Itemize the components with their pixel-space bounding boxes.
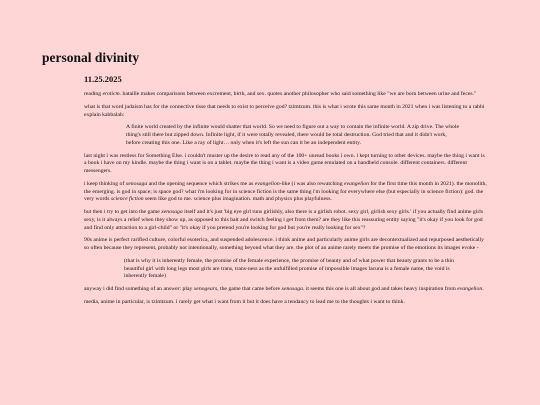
text: anyway i did find something of an answer: play [84, 286, 194, 293]
site-title[interactable]: personal divinity [42, 50, 140, 65]
show-title: evangelion [343, 180, 369, 187]
text: itself and it's just 'big eye girl runs girlishly, also there is a girlish robot. sexy girl, girlish sexy girls.' if you actually find anime girls sexy, is it always a relief when they show up, as opposed to this bait and switch feeling i get from them? are they like this reassuring entity saying "it's okay if you look for god and find only attraction to a girl-child" or "it's okay if you pretend you're looking for god but you're really looking for sex"? [84, 209, 484, 231]
game-title: xenosaga [281, 286, 303, 293]
text: reading [84, 91, 103, 98]
text: . bataille makes comparisons between excrement, birth, and sex. quotes another philosopher who said something like "we are born between urine and feces." [119, 91, 477, 98]
quote-text: A finite world created by the infinite would shatter that world. So we need to figure out a way to contain the infinite world. A zip drive. The whole thing's still there but zipped down. Infinite light, if it were totally revealed, there would be total destruction. God tried that and it didn't work, before creating this one. Like a ray of light… only when it's left the sun can it be an independent entity. [126, 124, 460, 146]
paragraph [84, 91, 488, 99]
text: i keep thinking of [84, 180, 126, 187]
text: -like (i was also rewatching [279, 180, 344, 187]
quote-text: (that is why it is inherently female, the promise of the female experience, the promise of beauty and of what power that beauty grants to be a thin beautiful girl with long legs most girls are trans, trans-ness as the unfulfilled promise of impossible images lacuna is a female name, the void is inherently female) [124, 257, 454, 280]
book-title: eroticm [102, 91, 120, 98]
paragraph: media, anime in particular, is tzimtzum. i rarely get what i want from it but it does have a tendancy to lead me to the thoughts i want to think. [84, 298, 405, 305]
text: and the opening sequence which strikes me as [147, 180, 255, 187]
show-title: evangelion [254, 180, 280, 187]
text: seem like god to me. science plus imagination. math and physics plus playfulness. [143, 196, 332, 203]
game-title: xenogears [193, 286, 218, 293]
paragraph [84, 209, 488, 232]
text: for the first time this month in 2021). the monolith, the emerging. is god in space; is space god? what i'm looking for in science fiction is the same thing i'm looking for everywhere else (but especially in science fiction): god. the very words [84, 180, 487, 203]
game-title: xenosaga [125, 180, 148, 187]
paragraph [84, 286, 488, 294]
post-content [84, 74, 488, 312]
post-date[interactable]: 11.25.2025 [84, 74, 122, 84]
paragraph: what is that word judaism has for the connective tisse that needs to exist to perceive god? tzimtzum. this is what i wrote this same month in 2021 when i was listening to a rabbi explain kabbalah: [84, 103, 485, 118]
paragraph: last night i was restless for Something Else. i couldn't muster up the desire to read any of the 100+ unread books i own. i kept turning to other devices. maybe the thing i want is a book i have on my kindle. maybe the thing i want is on a tablet. maybe the thing i want is a video game emulated on a handheld console. different containers. different messengers. [84, 152, 485, 175]
emphasis: science fiction [110, 196, 144, 203]
blockquote [126, 124, 460, 147]
text: . [482, 286, 484, 293]
paragraph: 90s anime is perfect rarified culture, colorful esoterica, and suspended adolescence. i think anime and particularly anime girls are decontextualized and repurposed aesthetically so often because they represent, probably not intentionally, something beyond what they are. the plot of an anime rarely meets the promise of the emotions its images evoke - [84, 237, 485, 252]
text: , the game that came before [217, 286, 282, 293]
show-title: evangelion [457, 286, 483, 293]
blockquote [124, 258, 460, 281]
game-title: xenosaga [161, 209, 183, 216]
text: . it seems this one is all about god and takes heavy inspiration from [302, 286, 458, 293]
paragraph [84, 181, 488, 204]
text: but then i try to get into the game [84, 209, 162, 216]
